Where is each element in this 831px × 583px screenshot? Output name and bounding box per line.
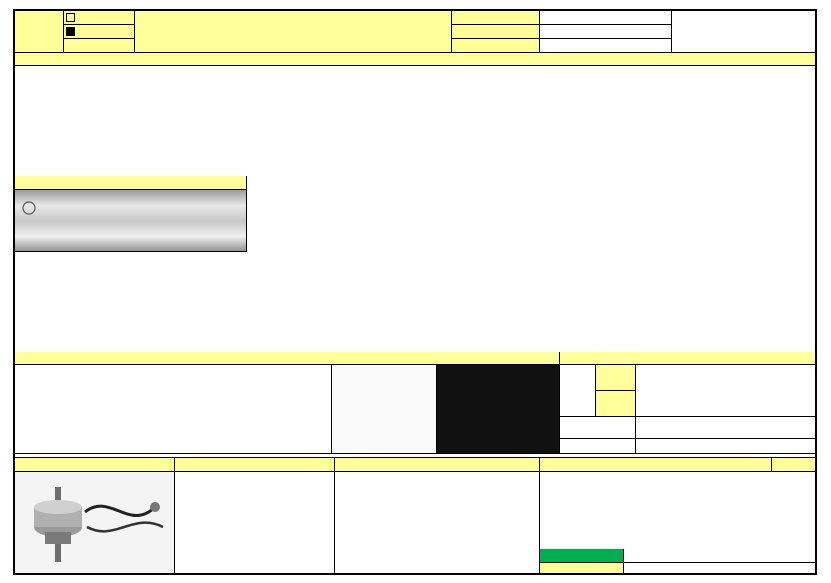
- final-judge-value: [624, 549, 817, 563]
- size-option-200[interactable]: [64, 11, 135, 25]
- scope-title: [540, 458, 772, 472]
- qc-report-sheet: [13, 9, 817, 575]
- temperature-chart: [15, 365, 332, 454]
- general-info-title: [15, 53, 817, 66]
- chucking-first: [596, 365, 636, 391]
- chucking-chart-svg: [636, 365, 817, 416]
- dechucking-label: [560, 439, 636, 454]
- temperature-chart-svg: [15, 365, 331, 453]
- final-judge-label: [540, 549, 624, 563]
- description-label: [64, 39, 135, 53]
- size-label: [15, 11, 64, 53]
- cause-box: [335, 472, 540, 575]
- wafer-tc-photo-svg: [437, 365, 559, 453]
- dechucking-value: [636, 439, 817, 454]
- shaft-engraving-image: [15, 190, 247, 252]
- chucking-title: [560, 352, 817, 365]
- chucking-result: [636, 417, 817, 439]
- checkbox-300mm[interactable]: [66, 27, 75, 36]
- size-option-300[interactable]: [64, 25, 135, 39]
- picture-after: [175, 472, 335, 575]
- header-blank: [672, 11, 817, 53]
- uniformity-title: [15, 352, 560, 365]
- cause-title: [335, 458, 540, 472]
- picture-before: [15, 472, 175, 575]
- repair-level-value: [624, 563, 817, 575]
- ship-in-label: [452, 11, 540, 25]
- level-header: [772, 458, 817, 472]
- before-photo-svg: [15, 472, 174, 575]
- tc-map-svg: [332, 365, 436, 453]
- chucking-chart: [636, 365, 817, 417]
- checkbox-200mm[interactable]: [66, 13, 75, 22]
- tc-map-diagram: [332, 365, 437, 454]
- picture-after-title: [175, 458, 335, 472]
- shaft-pictures-title: [15, 176, 247, 190]
- repair-level-label: [540, 563, 624, 575]
- title-block: [135, 11, 452, 53]
- chucking-angle: [560, 417, 636, 439]
- chucking-second: [596, 391, 636, 417]
- picture-before-title: [15, 458, 175, 472]
- chucking-voltage: [560, 365, 596, 417]
- inspector-value[interactable]: [540, 39, 672, 53]
- shaft-engraving-photo: [15, 190, 247, 252]
- ship-in-value[interactable]: [540, 11, 672, 25]
- shipping-date-value[interactable]: [540, 25, 672, 39]
- wafer-tc-photo: [437, 365, 560, 454]
- after-photo-svg: [175, 472, 334, 575]
- inspector-label: [452, 39, 540, 53]
- shipping-date-label: [452, 25, 540, 39]
